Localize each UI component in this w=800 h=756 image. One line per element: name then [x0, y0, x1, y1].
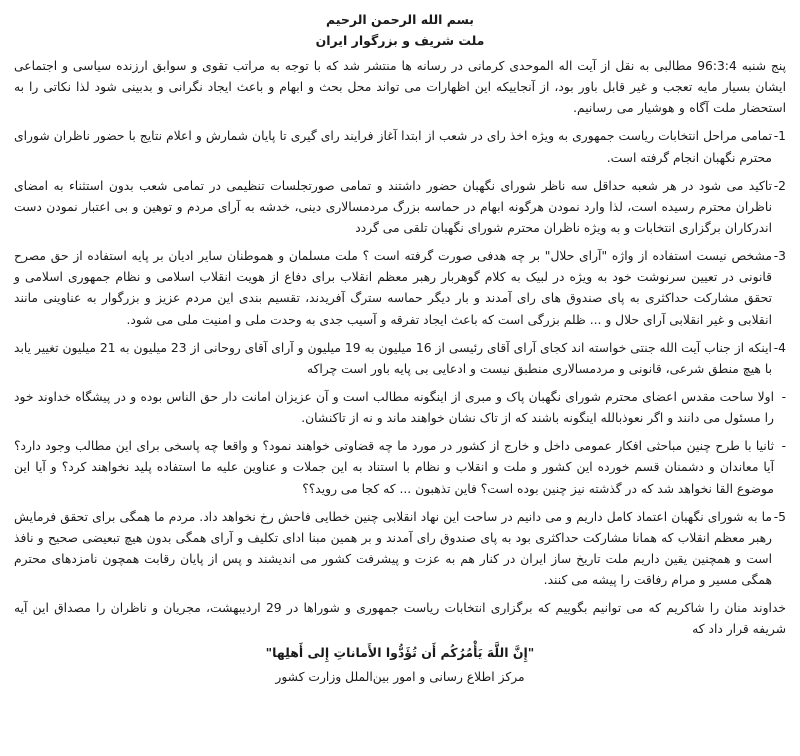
- item-marker: 2-: [773, 178, 786, 193]
- item-text: تمامی مراحل انتخابات ریاست جمهوری به ویژه اخذ رای در شعب از ابتدا آغاز فرایند رای گیری تا پایان شمارش و اعلام نتایج با حضور ناظران شورای محترم نگهبان انجام گرفته است.: [14, 129, 772, 165]
- item-marker: 3-: [773, 249, 786, 264]
- numbered-item-4: [14, 338, 786, 380]
- item-text: ما به شورای نگهبان اعتماد کامل داریم و می دانیم در ساحت این نهاد انقلابی چنین خطایی فاحش رخ نخواهد داد. مردم ما همگی برای تحقق فرمایش رهبر معظم انقلاب که همانا مشارکت حداکثری بود به پای صندوق رای آمدند و بر همین مبنا ادای تکلیف و آرای همگی بدون هیچ تبعیضی صحیح و نافذ است و همچنین یقین داریم ملت تاریخ ساز ایران در کنار هم به عزت و پیشرفت کشور می اندیشند و پس از پایان رقابت همچون نامزدهای محترم همگی مسیر و مرام رفاقت را پیشه می کنند.: [14, 509, 772, 588]
- dash-item-2: [14, 436, 786, 499]
- item-marker: -: [781, 439, 786, 454]
- numbered-item-3: [14, 246, 786, 331]
- item-text: مشخص نیست استفاده از واژه "آرای حلال" بر چه هدفی صورت گرفته است ؟ ملت مسلمان و هموطنان سایر ادیان بر پایه استفاده از حق مصرح قانونی در تعیین سرنوشت خود به ویژه در لبیک به کلام گوهربار رهبر معظم انقلاب برای دفاع از هویت انقلاب اسلامی و نظام جمهوری اسلامی و تحقق مشارکت حداکثری به پای صندوق های رای آمدند و بار دیگر حماسه سترگ آفریدند، تقسیم بندی این مردم عزیز و بزرگوار به عناوینی مانند انقلابی و غیر انقلابی آرای حلال و ... ظلم بزرگی است که باعث ایجاد تفرقه و آسیب جدی به وحدت ملی و امنیت ملی می شود.: [14, 249, 772, 327]
- item-marker: 4-: [773, 340, 786, 355]
- item-text: اولا ساحت مقدس اعضای محترم شورای نگهبان پاک و مبری از اینگونه مطالب است و آن عزیزان امانت دار حق الناس بوده و در پیشگاه خداوند خود را مسئول می دانند و اگر نعوذبالله اینگونه باشند که از تاک نشان خواهند ماند و نه از تاکنشان.: [14, 389, 774, 426]
- item-text: ثانیا با طرح چنین مباحثی افکار عمومی داخل و خارج از کشور در مورد ما چه قضاوتی خواهند نمود؟ و واقعا چه پاسخی برای این مطالب وجود دارد؟ آیا معاندان و دشمنان قسم خورده این کشور و ملت و انقلاب و نظام با استناد به این جملات و عناوین علیه ما استفاده پلید نخواهند کرد؟ و آیا این موضوع القا نخواهد شد که در گذشته نیز چنین بوده است؟ فاین تذهبون ... که کجا می روید؟؟: [14, 439, 774, 496]
- numbered-item-2: [14, 176, 786, 239]
- numbered-item-5: [14, 507, 786, 592]
- item-text: اینکه از جناب آیت الله جنتی خواسته اند کجای آرای آقای رئیسی از 16 میلیون به 19 میلیون و آرای آقای روحانی از 23 میلیون به 21 میلیون تغییر یابد با هیچ منطق شرعی، قانونی و مردمسالاری منطبق نیست و ادعایی بی پایه باور است چراکه: [14, 340, 772, 376]
- basmala-line: بسم الله الرحمن الرحيم: [326, 12, 474, 27]
- salutation-line: ملت شریف و بزرگوار ایران: [315, 33, 485, 48]
- item-marker: -: [781, 389, 786, 404]
- item-text: تاکید می شود در هر شعبه حداقل سه ناظر شورای نگهبان حضور داشتند و تمامی صورتجلسات تنظیمی در تمامی شعب بدون استثناء به امضای ناظران محترم رسیده است، لذا وارد نمودن هرگونه ابهام در حماسه بزرگ مردمسالاری دینی، خدشه به آرای مردم و توهین و بی اعتبار نمودن دست اندرکاران برگزاری انتخابات و به ویژه ناظران محترم شورای نگهبان تلقی می گردد: [14, 178, 772, 235]
- dash-item-1: [14, 387, 786, 429]
- item-marker: 5-: [773, 509, 786, 524]
- closing-paragraph: خداوند منان را شاکریم که می توانیم بگوییم که برگزاری انتخابات ریاست جمهوری و شوراها در 29 اردیبهشت، مجریان و ناظران را مصداق این آیه شریفه قرار داد که: [14, 601, 787, 637]
- intro-paragraph: پنج شنبه 96:3:4 مطالبی به نقل از آیت اله الموحدی کرمانی در رسانه ها منتشر شد که با توجه به مراتب تقوی و سوابق ارزنده سیاسی و اجتماعی ایشان بسیار مایه تعجب و غیر قابل باور بود، از آنجاییکه این اظهارات می تواند محل بحث و ابهام و باعث ایجاد نگرانی و بدبینی شود لذا نکاتی را به استحضار ملت آگاه و هوشیار می رسانیم.: [14, 59, 786, 116]
- item-marker: 1-: [773, 129, 786, 144]
- quran-ayah: "إِنَّ اللَّهَ يَأْمُرُكُم أَن تُؤَدُّوا الأَماناتِ إِلى أَهلِها": [265, 644, 535, 660]
- signature-line: مرکز اطلاع رسانی و امور بین‌الملل وزارت کشور: [275, 669, 525, 684]
- numbered-item-1: [14, 126, 786, 168]
